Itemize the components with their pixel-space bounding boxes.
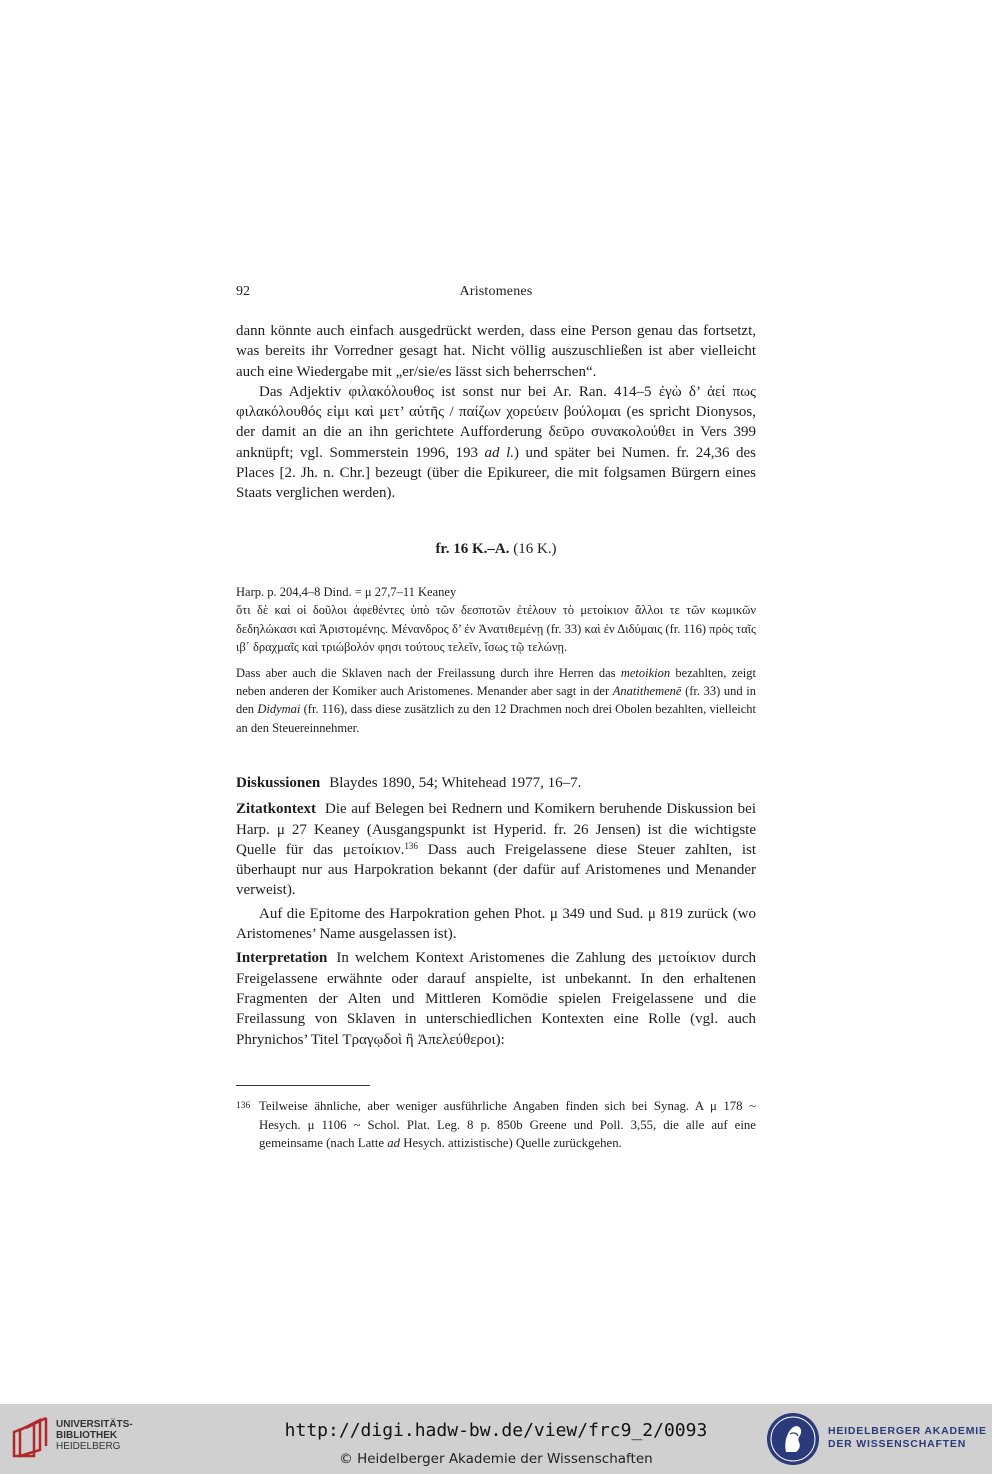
fragment-heading xyxy=(236,541,756,558)
translation-text-4: (fr. 116), dass diese zusätzlich zu den 12 Drachmen noch drei Obolen bezahlten, vielleicht an den Steuereinnehmer. xyxy=(236,702,756,735)
intro-text xyxy=(236,321,756,504)
intro-p2-italic: ad l. xyxy=(484,444,514,461)
quotation-context-paragraph xyxy=(236,799,756,900)
footnote-italic: ad xyxy=(387,1136,401,1151)
footnote-reference: 136 xyxy=(404,840,418,851)
academy-logo-text xyxy=(828,1425,987,1451)
translation xyxy=(236,664,756,738)
discussions-heading: Diskussionen xyxy=(236,775,321,791)
intro-p2-text-b: ) und später bei Numen. fr. 24,36 des Places [2. Jh. n. Chr.] bezeugt (über die Epikureer, die mit folgsamen Bürgern eines Staats verglichen werden). xyxy=(236,444,756,502)
footnote-text-b: Hesych. attizistische) Quelle zurückgehen. xyxy=(400,1136,622,1151)
discussions-paragraph xyxy=(236,773,756,793)
ub-logo-line-1: UNIVERSITÄTS- xyxy=(56,1419,133,1430)
greek-text: ὅτι δὲ καὶ οἱ δοῦλοι ἀφεθέντες ὑπὸ τῶν δεσποτῶν ἐτέλουν τὸ μετοίκιον ἄλλοι τε τῶν κωμικῶν δεδηλώκασι καὶ Ἀριστομένης. Μένανδρος δ’ ἐν Ἀνατιθεμένῃ (fr. 33) καὶ ἐν Διδύμαις (fr. 116) πρὸς ταῖς ιβ΄ δραχμαῖς καὶ τριώβολόν φησι τούτους τελεῖν, ἴσως τῷ τελώνῃ. xyxy=(236,603,756,655)
translation-text-2: bezahlten, zeigt neben anderen der Komiker auch Aristomenes. Menander aber sagt in der xyxy=(236,665,756,699)
page-number: 92 xyxy=(236,284,250,299)
translation-text-3: (fr. 33) und in den xyxy=(236,684,756,717)
academy-seal-icon[interactable] xyxy=(766,1412,820,1466)
quotation-context-text-a: Die auf Belegen bei Rednern und Komikern beruhende Diskussion bei Harp. μ 27 Keaney (Ausgangspunkt ist Hyperid. fr. 26 Jensen) ist die wichtigste Quelle für das μετοίκιον. xyxy=(236,801,756,858)
ub-logo-line-2: BIBLIOTHEK xyxy=(56,1430,118,1441)
translation-italic-3: Didymai xyxy=(257,702,301,717)
fragment-title-bold: fr. 16 K.–A. xyxy=(435,541,510,557)
intro-paragraph-1: dann könnte auch einfach ausgedrückt werden, dass eine Person genau das fortsetzt, was bereits ihr Vorredner gesagt hat. Nicht völlig auszuschließen ist aber vielleicht auch eine Wiedergabe mit „er/sie/es lässt sich beherrschen“. xyxy=(236,323,756,380)
running-title: Aristomenes xyxy=(459,284,533,299)
interpretation-text: In welchem Kontext Aristomenes die Zahlung des μετοίκιον durch Freigelassene erwähnte oder darauf anspielte, ist unbekannt. In den erhaltenen Fragmenten der Alten und Mittleren Komödie spielen Freigelassene und die Freilassung von Sklaven in unterschiedlichen Kontexten eine Rolle (vgl. auch Phrynichos’ Titel Τραγῳδοὶ ἢ Ἀπελεύθεροι): xyxy=(236,950,756,1048)
footnote-rule xyxy=(236,1085,370,1086)
ub-logo-line-3: HEIDELBERG xyxy=(56,1441,121,1452)
source-citation: Harp. p. 204,4–8 Dind. = μ 27,7–11 Keaney xyxy=(236,585,457,599)
epitome-paragraph: Auf die Epitome des Harpokration gehen Phot. μ 349 und Sud. μ 819 zurück (wo Aristomenes’ Name ausgelassen ist). xyxy=(236,905,756,943)
viewer-footer xyxy=(0,1404,992,1474)
discussions-text: Blaydes 1890, 54; Whitehead 1977, 16–7. xyxy=(329,775,582,791)
quotation-context-text-b: Dass auch Freigelassene diese Steuer zahlten, ist überhaupt nur aus Harpokration bekannt (der dafür auf Aristomenes und Menander verweist). xyxy=(236,841,756,899)
commentary xyxy=(236,773,756,1050)
academy-logo-line-1: HEIDELBERGER AKADEMIE xyxy=(828,1425,987,1437)
fragment-title-rest: (16 K.) xyxy=(509,541,557,557)
translation-italic-2: Anatithemenē xyxy=(612,684,682,699)
intro-paragraph-2 xyxy=(236,382,756,504)
academy-logo-line-2: DER WISSENSCHAFTEN xyxy=(828,1438,967,1450)
copyright-notice: © Heidelberger Akademie der Wissenschaften xyxy=(339,1451,653,1467)
footnote-text xyxy=(259,1097,756,1153)
footnote xyxy=(236,1097,756,1153)
page-header xyxy=(236,284,756,304)
interpretation-heading: Interpretation xyxy=(236,950,328,967)
footnote-number: 136 xyxy=(236,1101,251,1111)
permalink-url[interactable]: http://digi.hadw-bw.de/view/frc9_2/0093 xyxy=(284,1420,708,1441)
testimonium xyxy=(236,583,756,737)
quotation-context-heading: Zitatkontext xyxy=(236,801,316,818)
translation-text-1: Dass aber auch die Sklaven nach der Freilassung durch ihre Herren das xyxy=(236,665,621,680)
footnote-text-a: Teilweise ähnliche, aber weniger ausführliche Angaben finden sich bei Synag. A μ 178 ~ Hesych. μ 1106 ~ Schol. Plat. Leg. 8 p. 850b Greene und Poll. 3,55, die alle auf eine gemeinsame (nach Latte xyxy=(259,1099,756,1151)
interpretation-paragraph xyxy=(236,948,756,1049)
intro-p2-text-a: Das Adjektiv φιλακόλουθος ist sonst nur bei Ar. Ran. 414–5 ἐγὼ δ’ ἀεί πως φιλακόλουθός εἰμι καὶ μετ’ αὐτῆς / παίζων χορεύειν βούλομαι (es spricht Dionysos, der damit an die an ihn gerichtete Aufforderung δεῦρο συνακολούθει in Vers 399 anknüpft; vgl. Sommerstein 1996, 193 xyxy=(236,383,756,461)
translation-italic-1: metoikion xyxy=(620,665,671,680)
